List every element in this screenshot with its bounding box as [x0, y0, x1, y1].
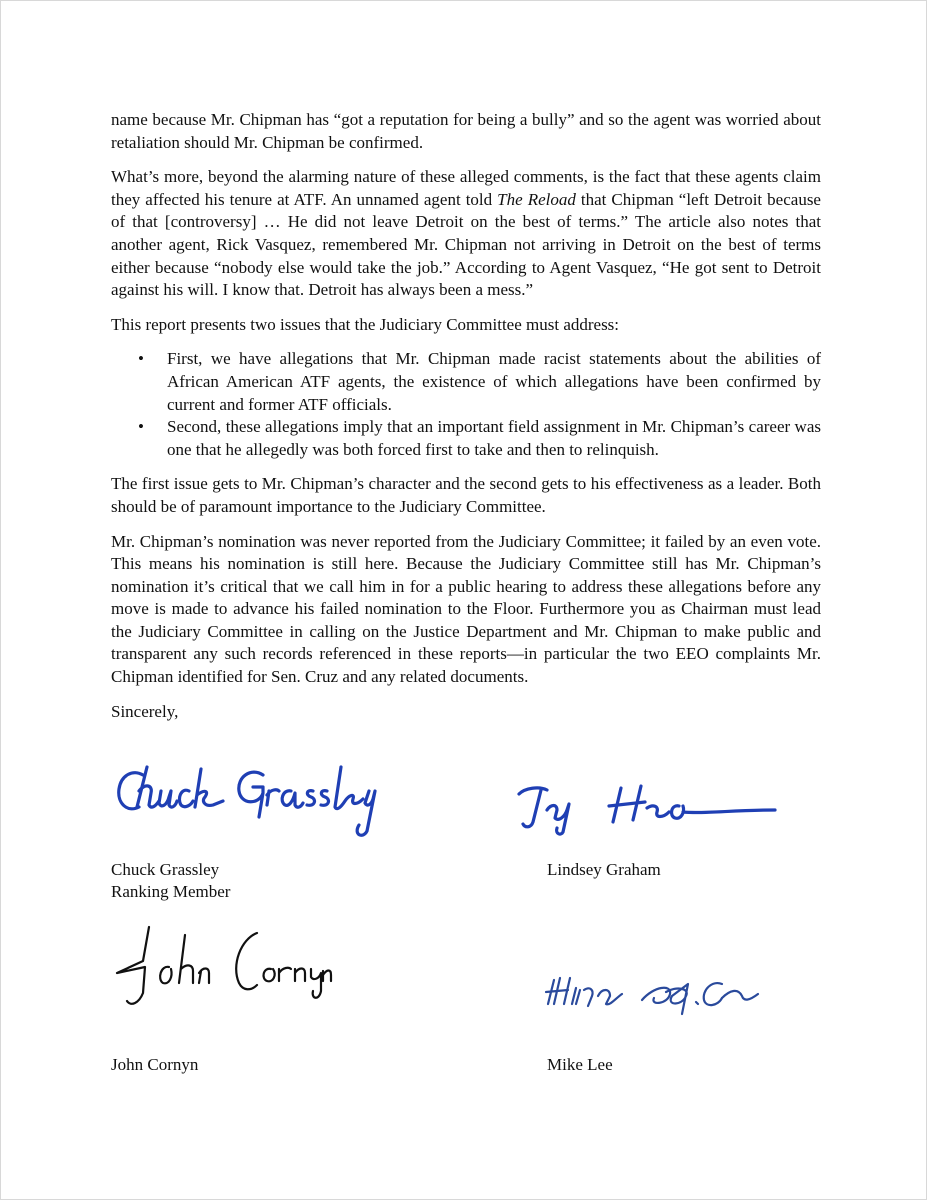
signature-graham: [513, 776, 783, 836]
signature-cornyn: [109, 921, 334, 1016]
signature-grassley: [113, 761, 378, 841]
signatory-name: Lindsey Graham: [547, 860, 661, 879]
signature-lee: [546, 966, 761, 1021]
signatory-name: John Cornyn: [111, 1055, 199, 1074]
paragraph-5: Mr. Chipman’s nomination was never reported from the Judiciary Committee; it failed by an even vote. This means his nomination is still here. Because the Judiciary Committee still has Mr. Chipman’s nomination it’s critical that we call him in for a public hearing to address these allegations before any move is made to advance his failed nomination to the Floor. Furthermore you as Chairman must lead the Judiciary Committee in calling on the Justice Department and Mr. Chipman to make public and transparent any such records referenced in these reports—in particular the two EEO complaints Mr. Chipman identified for Sen. Cruz and any related documents.: [111, 531, 821, 687]
paragraph-1: name because Mr. Chipman has “got a reputation for being a bully” and so the agent was worried about retaliation should Mr. Chipman be confirmed.: [111, 110, 821, 152]
publication-title: The Reload: [497, 189, 576, 209]
paragraph-3: This report presents two issues that the Judiciary Committee must address:: [111, 314, 620, 334]
list-item: • First, we have allegations that Mr. Chipman made racist statements about the abilities of African American ATF agents, the existence of which allegations have been confirmed by current and former ATF officials.: [111, 348, 821, 416]
list-item: • Second, these allegations imply that an important field assignment in Mr. Chipman’s career was one that he allegedly was both forced first to take and then to relinquish.: [111, 416, 821, 461]
signatory-title: Ranking Member: [111, 882, 231, 901]
paragraph-4: The first issue gets to Mr. Chipman’s character and the second gets to his effectiveness as a leader. Both should be of paramount importance to the Judiciary Committee.: [111, 474, 821, 516]
closing: Sincerely,: [111, 701, 179, 721]
issues-list: [111, 348, 821, 461]
paragraph-2: What’s more, beyond the alarming nature of these alleged comments, is the fact that these agents claim they affected his tenure at ATF. An unnamed agent told The Reload that Chipman “left Detroit because of that [controversy] … He did not leave Detroit on the best of terms.” The article also notes that another agent, Rick Vasquez, remembered Mr. Chipman not arriving in Detroit on the best of terms either because “nobody else would take the job.” According to Agent Vasquez, “He got sent to Detroit against his will. I know that. Detroit has always been a mess.”: [111, 167, 821, 300]
signatory-name: Chuck Grassley: [111, 860, 220, 879]
signatory-name: Mike Lee: [547, 1055, 613, 1074]
letter-body: [111, 109, 821, 735]
